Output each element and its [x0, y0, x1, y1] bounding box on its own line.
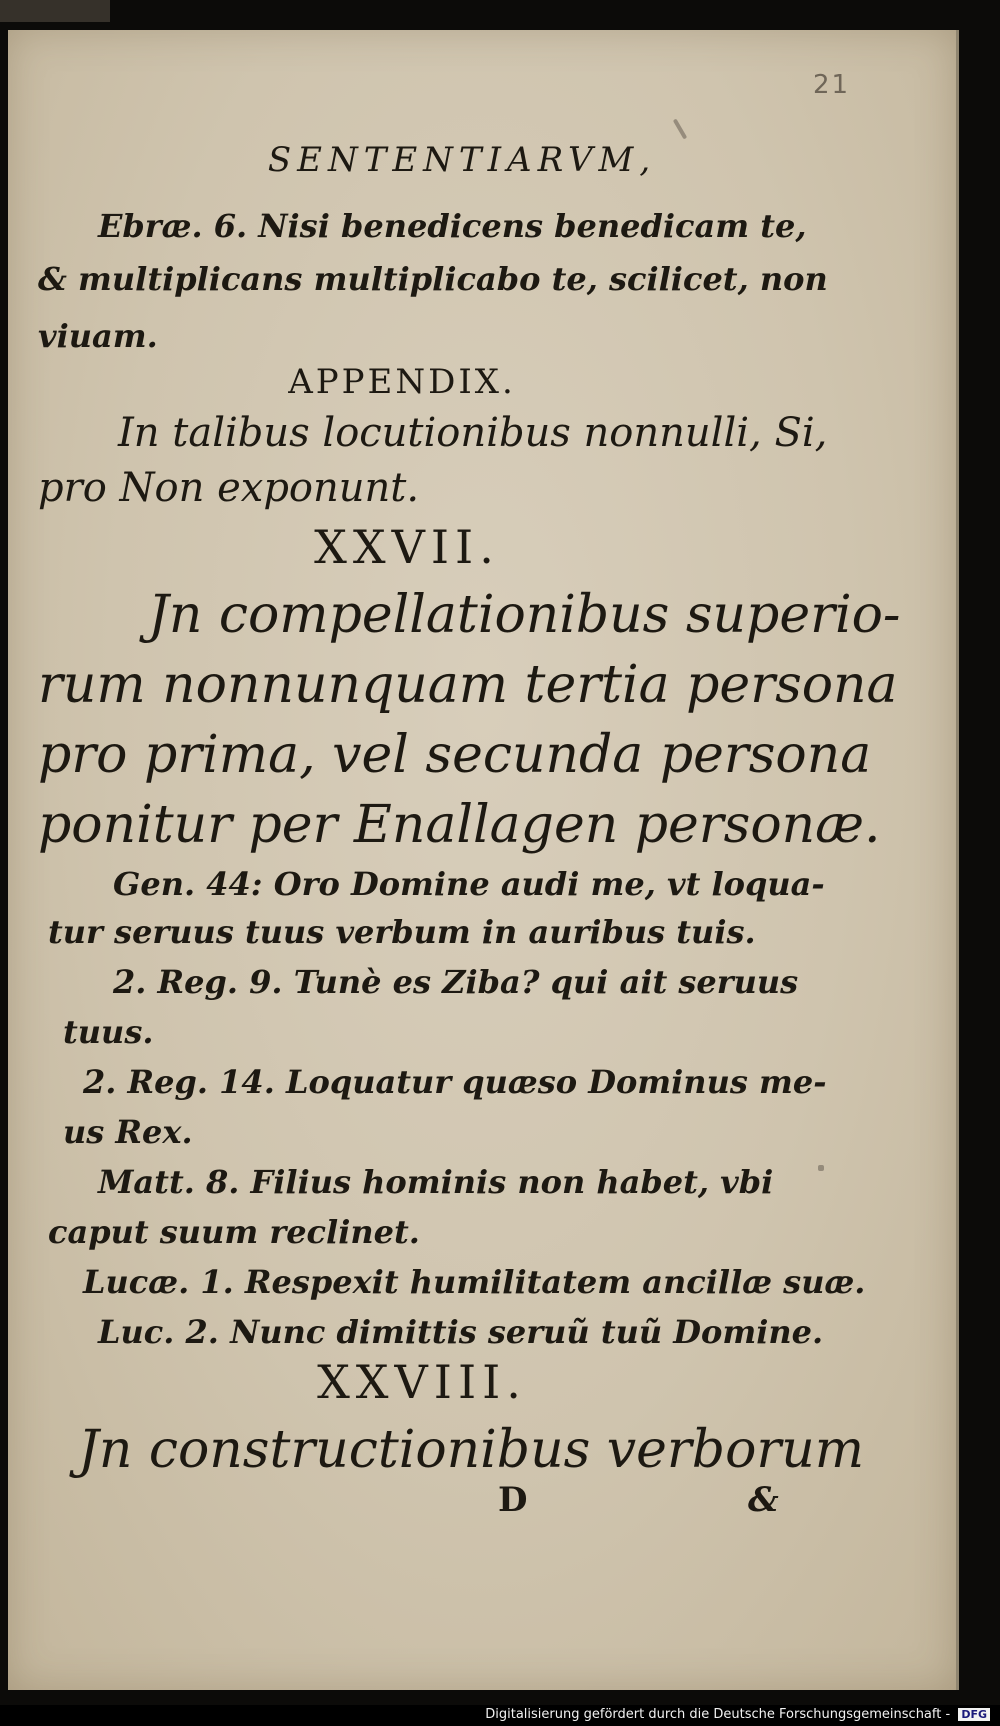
text-line: Ebræ. 6. Nisi benedicens benedicam te, [98, 207, 807, 245]
credit-text: Digitalisierung gefördert durch die Deutsche Forschungsgemeinschaft - [485, 1707, 951, 1722]
catchword: & [748, 1480, 779, 1520]
text-line: Jn constructionibus verborum [78, 1420, 865, 1480]
text-line: pro Non exponunt. [38, 465, 420, 511]
text-line: & multiplicans multiplicabo te, scilicet, non [38, 260, 828, 298]
digitization-credit [485, 1707, 990, 1722]
text-line: 2. Reg. 9. Tunè es Ziba? qui ait seruus [113, 963, 799, 1001]
text-line: Matt. 8. Filius hominis non habet, vbi [98, 1163, 774, 1201]
text-line: ponitur per Enallagen personæ. [38, 795, 881, 855]
page-number: 21 [813, 70, 851, 100]
appendix-heading: APPENDIX. [288, 362, 516, 402]
text-line: Gen. 44: Oro Domine audi me, vt loqua- [113, 865, 825, 903]
text-line: us Rex. [63, 1113, 193, 1151]
text-line: In talibus locutionibus nonnulli, Si, [118, 410, 828, 456]
section-number: XXVII. [314, 520, 500, 574]
signature-mark: D [498, 1480, 528, 1520]
text-line: Luc. 2. Nunc dimittis seruũ tuũ Domine. [98, 1313, 824, 1351]
text-line: Lucæ. 1. Respexit humilitatem ancillæ suæ. [83, 1263, 866, 1301]
text-line: Jn compellationibus superio- [148, 585, 901, 645]
text-line: caput suum reclinet. [48, 1213, 420, 1251]
book-page [8, 30, 959, 1690]
text-line: pro prima, vel secunda persona [38, 725, 872, 785]
text-line: 2. Reg. 14. Loquatur quæso Dominus me- [83, 1063, 827, 1101]
text-line: viuam. [38, 317, 158, 355]
dfg-logo: DFG [958, 1708, 990, 1721]
text-line: rum nonnunquam tertia persona [38, 655, 898, 715]
dust-mark [673, 118, 687, 139]
footer-bar [0, 1705, 1000, 1726]
section-number: XXVIII. [317, 1355, 527, 1409]
running-head: SENTENTIARVM, [267, 140, 657, 180]
binding-edge [0, 0, 110, 22]
text-line: tuus. [63, 1013, 154, 1051]
text-line: tur seruus tuus verbum in auribus tuis. [48, 913, 756, 951]
